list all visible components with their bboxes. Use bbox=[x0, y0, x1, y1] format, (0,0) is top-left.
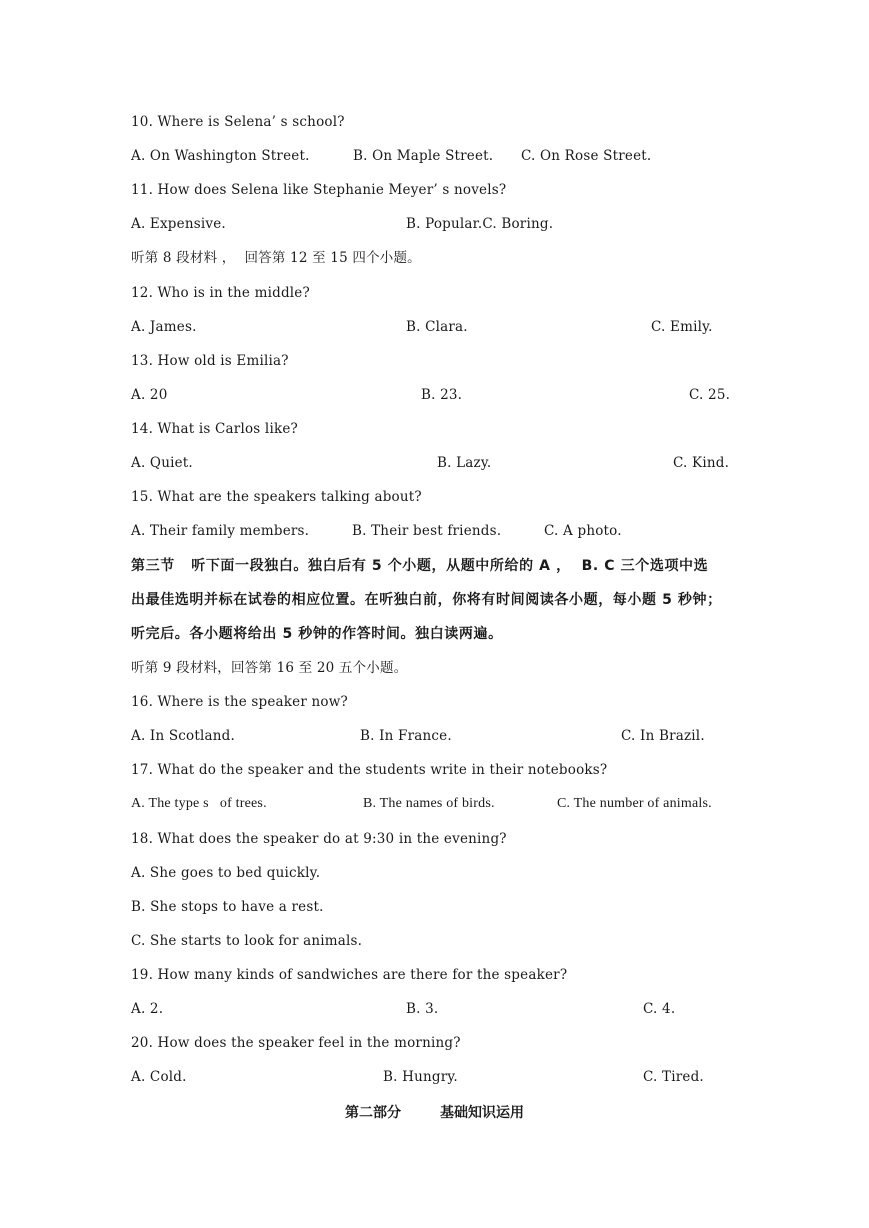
question-17: 17. What do the speaker and the students write in their notebooks? bbox=[131, 762, 608, 778]
part3-instruction-line1: 第三节 听下面一段独白。独白后有 5 个小题，从题中所给的 A ， B. C 三个选项中选 bbox=[131, 558, 709, 574]
q16-option-c: C. In Brazil. bbox=[621, 728, 705, 744]
question-18: 18. What does the speaker do at 9:30 in the evening? bbox=[131, 831, 507, 847]
q15-option-c: C. A photo. bbox=[544, 523, 622, 539]
q19-option-c: C. 4. bbox=[643, 1001, 676, 1017]
q20-option-c: C. Tired. bbox=[643, 1069, 704, 1085]
q10-option-c: C. On Rose Street. bbox=[521, 148, 652, 164]
part2-heading: 第二部分 基础知识运用 bbox=[345, 1105, 524, 1121]
q14-option-c: C. Kind. bbox=[673, 455, 730, 471]
q17-option-c: C. The number of animals. bbox=[557, 796, 712, 811]
question-10: 10. Where is Selena’ s school? bbox=[131, 114, 345, 130]
q15-option-b: B. Their best friends. bbox=[352, 523, 502, 539]
question-11: 11. How does Selena like Stephanie Meyer’ s novels? bbox=[131, 182, 507, 198]
q10-option-b: B. On Maple Street. bbox=[353, 148, 494, 164]
question-13: 13. How old is Emilia? bbox=[131, 353, 289, 369]
q13-option-c: C. 25. bbox=[689, 387, 731, 403]
q11-option-a: A. Expensive. bbox=[131, 216, 226, 232]
q11-option-bc: B. Popular.C. Boring. bbox=[406, 216, 554, 232]
question-19: 19. How many kinds of sandwiches are there for the speaker? bbox=[131, 967, 568, 983]
q17-option-a: A. The type s of trees. bbox=[131, 796, 267, 811]
q19-option-b: B. 3. bbox=[406, 1001, 439, 1017]
q20-option-b: B. Hungry. bbox=[383, 1069, 458, 1085]
question-14: 14. What is Carlos like? bbox=[131, 421, 298, 437]
q12-option-c: C. Emily. bbox=[651, 319, 713, 335]
q16-option-a: A. In Scotland. bbox=[131, 728, 236, 744]
q10-option-a: A. On Washington Street. bbox=[131, 148, 310, 164]
question-16: 16. Where is the speaker now? bbox=[131, 694, 348, 710]
q19-option-a: A. 2. bbox=[131, 1001, 164, 1017]
q18-option-a: A. She goes to bed quickly. bbox=[131, 865, 321, 881]
question-15: 15. What are the speakers talking about? bbox=[131, 489, 422, 505]
q13-option-b: B. 23. bbox=[421, 387, 463, 403]
q16-option-b: B. In France. bbox=[360, 728, 452, 744]
q18-option-c: C. She starts to look for animals. bbox=[131, 933, 363, 949]
section-8-instruction: 听第 8 段材料 ， 回答第 12 至 15 四个小题。 bbox=[131, 250, 421, 266]
q17-option-b: B. The names of birds. bbox=[363, 796, 495, 811]
question-12: 12. Who is in the middle? bbox=[131, 285, 310, 301]
q12-option-b: B. Clara. bbox=[406, 319, 468, 335]
q14-option-b: B. Lazy. bbox=[437, 455, 492, 471]
q13-option-a: A. 20 bbox=[131, 387, 168, 403]
q20-option-a: A. Cold. bbox=[131, 1069, 187, 1085]
part3-instruction-line2: 出最佳选明并标在试卷的相应位置。在听独白前，你将有时间阅读各小题，每小题 5 秒钟； bbox=[131, 592, 722, 608]
q18-option-b: B. She stops to have a rest. bbox=[131, 899, 324, 915]
section-9-instruction: 听第 9 段材料，回答第 16 至 20 五个小题。 bbox=[131, 660, 408, 676]
q12-option-a: A. James. bbox=[131, 319, 197, 335]
part3-instruction-line3: 听完后。各小题将给出 5 秒钟的作答时间。独白读两遍。 bbox=[131, 626, 503, 642]
q14-option-a: A. Quiet. bbox=[131, 455, 193, 471]
question-20: 20. How does the speaker feel in the morning? bbox=[131, 1035, 461, 1051]
q15-option-a: A. Their family members. bbox=[131, 523, 310, 539]
